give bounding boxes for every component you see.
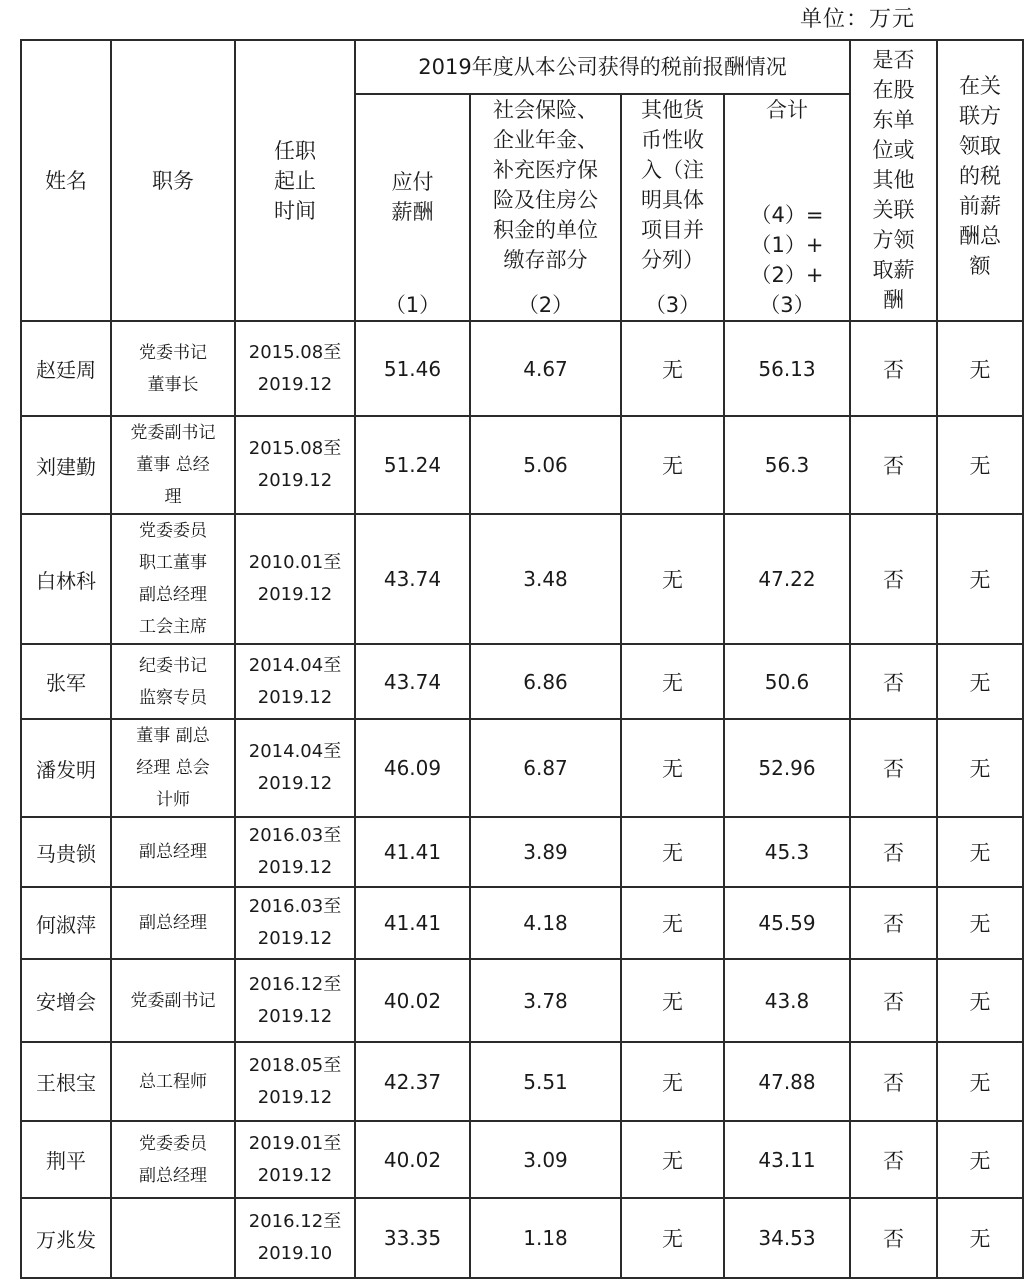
cell-name: 安增会 — [21, 959, 111, 1042]
cell-position: 党委委员 职工董事 副总经理 工会主席 — [111, 514, 235, 644]
cell-payable: 51.24 — [355, 416, 470, 514]
cell-term: 2016.12至 2019.12 — [235, 959, 355, 1042]
cell-name: 荆平 — [21, 1121, 111, 1198]
unit-label: 单位：万元 — [800, 7, 916, 32]
table-row — [21, 321, 1023, 416]
cell-related: 无 — [937, 321, 1023, 416]
table-row — [21, 719, 1023, 817]
cell-name: 张军 — [21, 644, 111, 719]
cell-related: 无 — [937, 959, 1023, 1042]
cell-term: 2018.05至 2019.12 — [235, 1042, 355, 1121]
cell-payable: 40.02 — [355, 959, 470, 1042]
cell-related: 无 — [937, 644, 1023, 719]
cell-other: 无 — [621, 817, 724, 887]
cell-name: 王根宝 — [21, 1042, 111, 1121]
cell-position: 总工程师 — [111, 1042, 235, 1121]
cell-related: 无 — [937, 817, 1023, 887]
header-other — [621, 94, 724, 321]
cell-other: 无 — [621, 719, 724, 817]
cell-related: 无 — [937, 416, 1023, 514]
cell-term: 2015.08至 2019.12 — [235, 416, 355, 514]
cell-shareholder: 否 — [850, 887, 937, 959]
cell-other: 无 — [621, 644, 724, 719]
table-row — [21, 416, 1023, 514]
cell-other: 无 — [621, 887, 724, 959]
cell-position: 党委副书记 — [111, 959, 235, 1042]
table-row — [21, 817, 1023, 887]
cell-social: 1.18 — [470, 1198, 621, 1278]
cell-payable: 46.09 — [355, 719, 470, 817]
table-row — [21, 1042, 1023, 1121]
header-payable-index: （1） — [384, 293, 441, 317]
header-other-index: （3） — [644, 293, 701, 317]
cell-shareholder: 否 — [850, 719, 937, 817]
cell-term: 2016.12至 2019.10 — [235, 1198, 355, 1278]
cell-total: 52.96 — [724, 719, 850, 817]
cell-position: 党委书记 董事长 — [111, 321, 235, 416]
cell-total: 43.8 — [724, 959, 850, 1042]
cell-name: 刘建勤 — [21, 416, 111, 514]
cell-social: 6.87 — [470, 719, 621, 817]
cell-position: 党委委员 副总经理 — [111, 1121, 235, 1198]
cell-term: 2014.04至 2019.12 — [235, 719, 355, 817]
cell-total: 45.59 — [724, 887, 850, 959]
cell-position: 纪委书记 监察专员 — [111, 644, 235, 719]
cell-name: 赵廷周 — [21, 321, 111, 416]
cell-term: 2019.01至 2019.12 — [235, 1121, 355, 1198]
cell-shareholder: 否 — [850, 959, 937, 1042]
cell-term: 2014.04至 2019.12 — [235, 644, 355, 719]
cell-other: 无 — [621, 416, 724, 514]
cell-payable: 33.35 — [355, 1198, 470, 1278]
header-position: 职务 — [111, 40, 235, 321]
cell-social: 3.89 — [470, 817, 621, 887]
header-related-pay: 在关 联方 领取 的税 前薪 酬总 额 — [937, 40, 1023, 321]
cell-term: 2015.08至 2019.12 — [235, 321, 355, 416]
table-row — [21, 959, 1023, 1042]
cell-other: 无 — [621, 1042, 724, 1121]
cell-other: 无 — [621, 514, 724, 644]
cell-shareholder: 否 — [850, 1198, 937, 1278]
header-compensation-group: 2019年度从本公司获得的税前报酬情况 — [355, 40, 850, 94]
cell-payable: 41.41 — [355, 817, 470, 887]
header-social-label: 社会保险、 企业年金、 补充医疗保 险及住房公 积金的单位 缴存部分 — [493, 98, 598, 272]
cell-total: 45.3 — [724, 817, 850, 887]
cell-related: 无 — [937, 514, 1023, 644]
cell-position: 副总经理 — [111, 817, 235, 887]
cell-social: 5.06 — [470, 416, 621, 514]
cell-other: 无 — [621, 1198, 724, 1278]
cell-social: 6.86 — [470, 644, 621, 719]
cell-total: 50.6 — [724, 644, 850, 719]
header-total-formula: （4）= （1）+ （2）+ （3） — [750, 203, 824, 317]
cell-related: 无 — [937, 1121, 1023, 1198]
cell-shareholder: 否 — [850, 1121, 937, 1198]
header-total-label: 合计 — [766, 98, 808, 122]
cell-payable: 43.74 — [355, 514, 470, 644]
header-payable — [355, 94, 470, 321]
table-row — [21, 1198, 1023, 1278]
table-row — [21, 1121, 1023, 1198]
header-other-label: 其他货 币性收 入（注 明具体 项目并 分列） — [641, 98, 704, 272]
cell-social: 4.67 — [470, 321, 621, 416]
cell-term: 2016.03至 2019.12 — [235, 817, 355, 887]
cell-payable: 40.02 — [355, 1121, 470, 1198]
header-row-1 — [21, 40, 1023, 94]
cell-term: 2016.03至 2019.12 — [235, 887, 355, 959]
cell-position: 董事 副总 经理 总会 计师 — [111, 719, 235, 817]
cell-total: 56.13 — [724, 321, 850, 416]
cell-name: 潘发明 — [21, 719, 111, 817]
table-row — [21, 644, 1023, 719]
cell-total: 56.3 — [724, 416, 850, 514]
cell-shareholder: 否 — [850, 514, 937, 644]
cell-social: 3.09 — [470, 1121, 621, 1198]
cell-social: 4.18 — [470, 887, 621, 959]
header-term: 任职 起止 时间 — [235, 40, 355, 321]
cell-payable: 41.41 — [355, 887, 470, 959]
cell-payable: 42.37 — [355, 1042, 470, 1121]
cell-payable: 43.74 — [355, 644, 470, 719]
cell-shareholder: 否 — [850, 1042, 937, 1121]
cell-name: 何淑萍 — [21, 887, 111, 959]
table-row — [21, 887, 1023, 959]
compensation-table — [20, 39, 1024, 1279]
cell-payable: 51.46 — [355, 321, 470, 416]
header-payable-label: 应付 薪酬 — [391, 170, 434, 224]
cell-social: 3.48 — [470, 514, 621, 644]
cell-shareholder: 否 — [850, 416, 937, 514]
cell-name: 白林科 — [21, 514, 111, 644]
cell-shareholder: 否 — [850, 644, 937, 719]
cell-name: 马贵锁 — [21, 817, 111, 887]
header-name: 姓名 — [21, 40, 111, 321]
cell-position: 副总经理 — [111, 887, 235, 959]
header-total — [724, 94, 850, 321]
cell-related: 无 — [937, 887, 1023, 959]
cell-total: 47.22 — [724, 514, 850, 644]
cell-total: 43.11 — [724, 1121, 850, 1198]
cell-position — [111, 1198, 235, 1278]
cell-other: 无 — [621, 959, 724, 1042]
cell-total: 47.88 — [724, 1042, 850, 1121]
cell-social: 3.78 — [470, 959, 621, 1042]
cell-shareholder: 否 — [850, 321, 937, 416]
cell-other: 无 — [621, 1121, 724, 1198]
header-social — [470, 94, 621, 321]
cell-total: 34.53 — [724, 1198, 850, 1278]
cell-name: 万兆发 — [21, 1198, 111, 1278]
table-row — [21, 514, 1023, 644]
cell-related: 无 — [937, 1198, 1023, 1278]
cell-related: 无 — [937, 1042, 1023, 1121]
cell-social: 5.51 — [470, 1042, 621, 1121]
cell-other: 无 — [621, 321, 724, 416]
header-social-index: （2） — [517, 293, 574, 317]
cell-term: 2010.01至 2019.12 — [235, 514, 355, 644]
cell-shareholder: 否 — [850, 817, 937, 887]
cell-related: 无 — [937, 719, 1023, 817]
cell-position: 党委副书记 董事 总经 理 — [111, 416, 235, 514]
header-shareholder-pay: 是否 在股 东单 位或 其他 关联 方领 取薪 酬 — [850, 40, 937, 321]
